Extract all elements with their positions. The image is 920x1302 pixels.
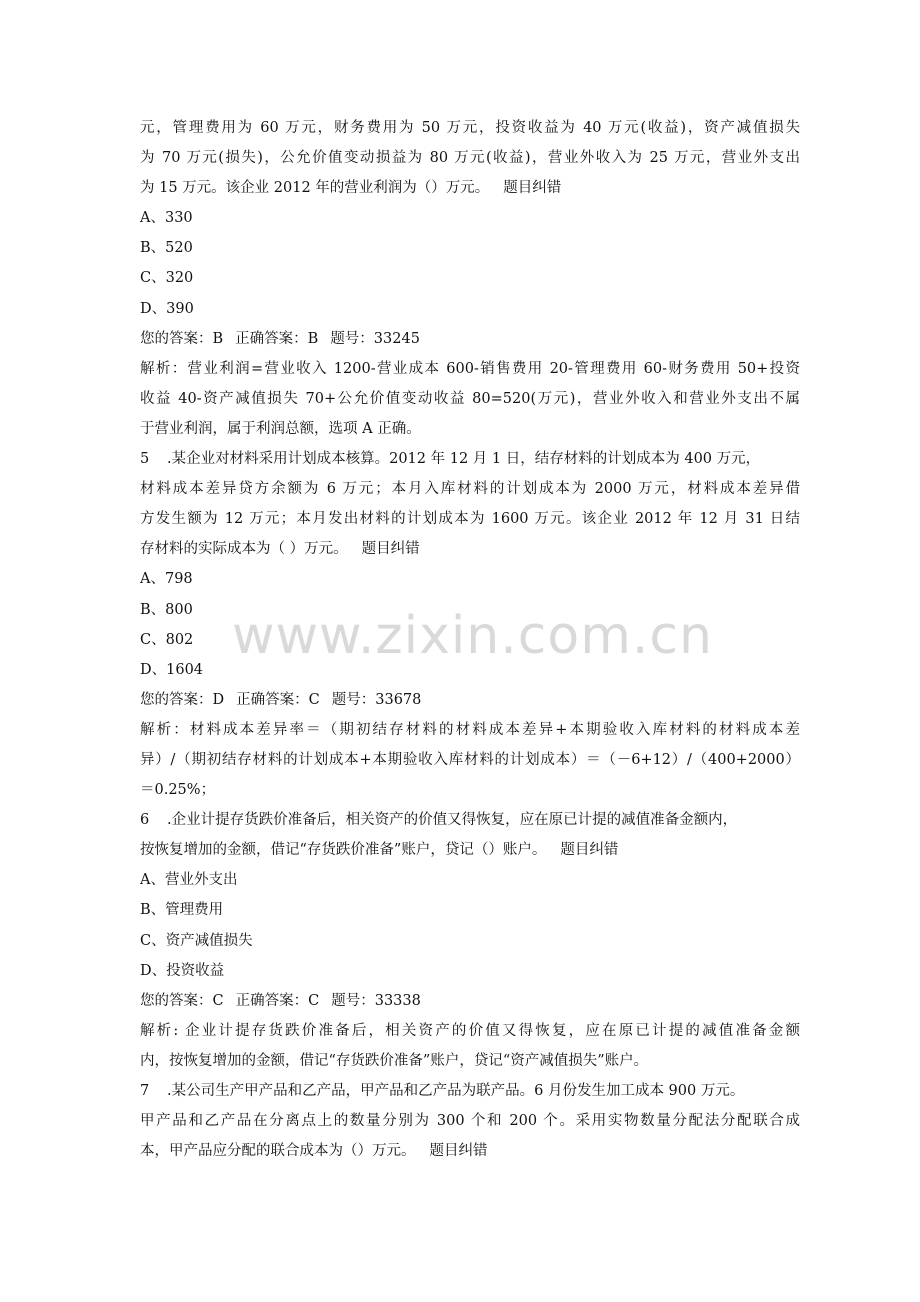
question-stem-line: 方发生额为 12 万元；本月发出材料的计划成本为 1600 万元。该企业 2012 年 12 月 31 日结 xyxy=(140,511,800,528)
option-d: D、投资收益 xyxy=(140,962,225,979)
document-body xyxy=(140,113,800,1166)
option-b: B、520 xyxy=(140,240,193,257)
question-stem-line: 为 70 万元(损失)，公允价值变动损益为 80 万元(收益)，营业外收入为 25 万元，营业外支出 xyxy=(140,150,800,167)
question-stem-text: 存材料的实际成本为（ ）万元。 xyxy=(140,541,348,558)
your-answer: 您的答案：C xyxy=(140,992,224,1009)
report-error-link[interactable]: 题目纠错 xyxy=(560,842,619,859)
correct-answer: 正确答案：B xyxy=(235,330,319,347)
question-stem-line xyxy=(140,1136,800,1166)
question-6 xyxy=(140,805,800,1076)
question-id: 题号：33678 xyxy=(331,691,422,708)
option-a: A、营业外支出 xyxy=(140,872,238,889)
correct-answer: 正确答案：C xyxy=(235,992,320,1009)
analysis-line: 于营业利润，属于利润总额，选项 A 正确。 xyxy=(140,420,421,437)
question-stem-line xyxy=(140,444,800,474)
question-id: 题号：33338 xyxy=(331,992,421,1009)
correct-answer: 正确答案：C xyxy=(236,691,320,708)
option-a: A、330 xyxy=(140,210,193,227)
question-stem-text: 按恢复增加的金额，借记“存货跌价准备”账户，贷记（）账户。 xyxy=(140,842,547,859)
question-4 xyxy=(140,113,800,444)
option-b: B、800 xyxy=(140,601,193,618)
analysis-line: 异）/（期初结存材料的计划成本+本期验收入库材料的计划成本）＝（－6+12）/（400+2000） xyxy=(140,751,800,768)
analysis-line: 收益 40-资产减值损失 70+公允价值变动收益 80=520(万元)，营业外收入和营业外支出不属 xyxy=(140,390,800,407)
question-stem-line xyxy=(140,534,800,564)
answer-row xyxy=(140,324,800,354)
report-error-link[interactable]: 题目纠错 xyxy=(503,180,562,197)
answer-row xyxy=(140,986,800,1016)
question-number: 7 xyxy=(140,1083,150,1099)
question-7 xyxy=(140,1076,800,1166)
report-error-link[interactable]: 题目纠错 xyxy=(361,541,420,558)
your-answer: 您的答案：B xyxy=(140,330,224,347)
question-stem-text: 本，甲产品应分配的联合成本为（）万元。 xyxy=(140,1143,416,1160)
watermark: www.zixin.com.cn xyxy=(232,606,713,666)
your-answer: 您的答案：D xyxy=(140,691,225,708)
report-error-link[interactable]: 题目纠错 xyxy=(429,1143,488,1160)
question-stem-text: .某企业对材料采用计划成本核算。2012 年 12 月 1 日，结存材料的计划成本为 400 万元， xyxy=(167,451,761,468)
question-stem-text: .企业计提存货跌价准备后，相关资产的价值又得恢复，应在原已计提的减值准备金额内， xyxy=(167,812,738,829)
question-5 xyxy=(140,444,800,805)
analysis-line: 内，按恢复增加的金额，借记“存货跌价准备”账户，贷记“资产减值损失”账户。 xyxy=(140,1052,649,1069)
question-number: 5 xyxy=(140,451,150,468)
option-c: C、资产减值损失 xyxy=(140,932,253,949)
option-c: C、320 xyxy=(140,270,194,287)
analysis-line: ＝0.25%； xyxy=(140,782,216,799)
question-stem-line: 材料成本差异贷方余额为 6 万元；本月入库材料的计划成本为 2000 万元，材料成本差异借 xyxy=(140,481,800,498)
question-stem-line: 元，管理费用为 60 万元，财务费用为 50 万元，投资收益为 40 万元(收益)，资产减值损失 xyxy=(140,120,800,136)
option-c: C、802 xyxy=(140,631,194,648)
analysis-line: 解析：营业利润=营业收入 1200-营业成本 600-销售费用 20-管理费用 60-财务费用 50+投资 xyxy=(140,360,800,377)
question-stem-text: .某公司生产甲产品和乙产品，甲产品和乙产品为联产品。6 月份发生加工成本 900 万元。 xyxy=(167,1083,745,1099)
question-stem-line xyxy=(140,805,800,835)
question-stem-text: 为 15 万元。该企业 2012 年的营业利润为（）万元。 xyxy=(140,180,490,197)
question-number: 6 xyxy=(140,812,150,829)
option-d: D、390 xyxy=(140,300,194,317)
question-stem-line xyxy=(140,173,800,203)
question-stem-line xyxy=(140,1076,800,1106)
analysis-line: 解析：材料成本差异率＝（期初结存材料的材料成本差异+本期验收入库材料的材料成本差 xyxy=(140,721,800,738)
question-stem-line: 甲产品和乙产品在分离点上的数量分别为 300 个和 200 个。采用实物数量分配法分配联合成 xyxy=(140,1113,800,1130)
option-a: A、798 xyxy=(140,571,193,588)
answer-row xyxy=(140,685,800,715)
question-id: 题号：33245 xyxy=(330,330,420,347)
option-d: D、1604 xyxy=(140,661,204,678)
question-stem-line xyxy=(140,835,800,865)
option-b: B、管理费用 xyxy=(140,902,224,919)
analysis-line: 解析: 企业计提存货跌价准备后，相关资产的价值又得恢复，应在原已计提的减值准备金额 xyxy=(140,1022,800,1039)
